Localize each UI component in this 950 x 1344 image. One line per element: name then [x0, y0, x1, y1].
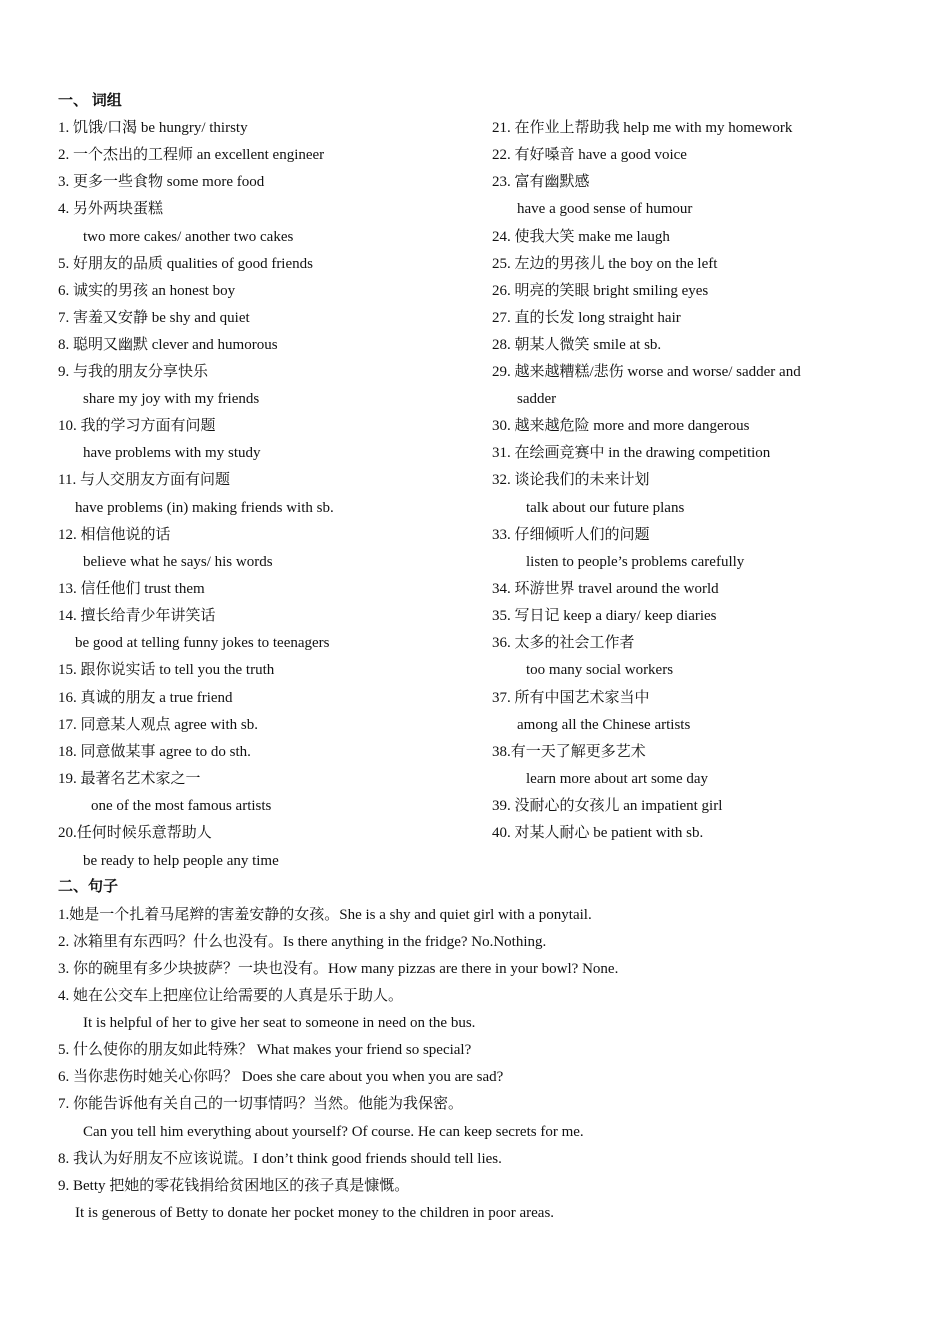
phrase-item: 26. 明亮的笑眼 bright smiling eyes — [492, 283, 709, 299]
phrase-translation: have problems (in) making friends with sb. — [75, 500, 334, 516]
phrase-item: 25. 左边的男孩儿 the boy on the left — [492, 256, 718, 272]
sentence-translation: It is helpful of her to give her seat to someone in need on the bus. — [83, 1015, 476, 1031]
phrase-item: 7. 害羞又安静 be shy and quiet — [58, 310, 250, 326]
phrase-item: 23. 富有幽默感 — [492, 174, 590, 190]
phrase-item: 36. 太多的社会工作者 — [492, 635, 635, 651]
phrase-translation: learn more about art some day — [526, 771, 709, 787]
phrase-item: 28. 朝某人微笑 smile at sb. — [492, 337, 662, 353]
phrase-translation: be good at telling funny jokes to teenagers — [75, 635, 330, 651]
phrase-translation: sadder — [517, 391, 557, 407]
phrase-item: 11. 与人交朋友方面有问题 — [58, 472, 230, 488]
sentence-item: 3. 你的碗里有多少块披萨？一块也没有。How many pizzas are there in your bowl? None. — [58, 961, 619, 977]
phrase-item: 20.任何时候乐意帮助人 — [58, 825, 212, 841]
sentence-item: 1.她是一个扎着马尾辫的害羞安静的女孩。She is a shy and quiet girl with a ponytail. — [58, 907, 592, 923]
sentence-translation: Can you tell him everything about yourself? Of course. He can keep secrets for me. — [83, 1124, 584, 1140]
phrase-item: 9. 与我的朋友分享快乐 — [58, 364, 209, 380]
phrase-item: 22. 有好嗓音 have a good voice — [492, 147, 687, 163]
section-heading-sentences: 二、句子 — [58, 879, 119, 895]
phrase-item: 37. 所有中国艺术家当中 — [492, 690, 650, 706]
phrase-item: 16. 真诚的朋友 a true friend — [58, 690, 233, 706]
phrase-item: 10. 我的学习方面有问题 — [58, 418, 216, 434]
phrase-item: 31. 在绘画竞赛中 in the drawing competition — [492, 445, 771, 461]
section-heading-phrases: 一、 词组 — [58, 93, 122, 109]
phrase-item: 29. 越来越糟糕/悲伤 worse and worse/ sadder and — [492, 364, 801, 380]
phrase-item: 3. 更多一些食物 some more food — [58, 174, 265, 190]
phrase-item: 35. 写日记 keep a diary/ keep diaries — [492, 608, 717, 624]
phrase-item: 33. 仔细倾听人们的问题 — [492, 527, 650, 543]
phrase-item: 5. 好朋友的品质 qualities of good friends — [58, 256, 313, 272]
phrase-translation: talk about our future plans — [526, 500, 685, 516]
phrase-item: 21. 在作业上帮助我 help me with my homework — [492, 120, 793, 136]
phrase-translation: be ready to help people any time — [83, 853, 279, 869]
phrase-item: 27. 直的长发 long straight hair — [492, 310, 681, 326]
phrase-item: 40. 对某人耐心 be patient with sb. — [492, 825, 704, 841]
phrase-translation: have a good sense of humour — [517, 201, 693, 217]
phrase-translation: believe what he says/ his words — [83, 554, 273, 570]
phrase-translation: among all the Chinese artists — [517, 717, 691, 733]
sentence-item: 8. 我认为好朋友不应该说谎。I don’t think good friends should tell lies. — [58, 1151, 502, 1167]
sentence-item: 7. 你能告诉他有关自己的一切事情吗？当然。他能为我保密。 — [58, 1096, 464, 1112]
phrase-translation: one of the most famous artists — [91, 798, 272, 814]
phrase-item: 6. 诚实的男孩 an honest boy — [58, 283, 236, 299]
phrase-item: 15. 跟你说实话 to tell you the truth — [58, 662, 275, 678]
phrase-translation: listen to people’s problems carefully — [526, 554, 745, 570]
phrase-item: 30. 越来越危险 more and more dangerous — [492, 418, 750, 434]
sentence-translation: It is generous of Betty to donate her pocket money to the children in poor areas. — [75, 1205, 555, 1221]
phrase-translation: too many social workers — [526, 662, 674, 678]
phrase-item: 8. 聪明又幽默 clever and humorous — [58, 337, 278, 353]
phrase-item: 1. 饥饿/口渴 be hungry/ thirsty — [58, 120, 248, 136]
phrase-translation: have problems with my study — [83, 445, 261, 461]
phrase-item: 13. 信任他们 trust them — [58, 581, 205, 597]
phrase-item: 38.有一天了解更多艺术 — [492, 744, 646, 760]
sentence-item: 6. 当你悲伤时她关心你吗？ Does she care about you when you are sad? — [58, 1069, 504, 1085]
phrase-translation: two more cakes/ another two cakes — [83, 229, 294, 245]
phrase-item: 34. 环游世界 travel around the world — [492, 581, 719, 597]
phrase-item: 39. 没耐心的女孩儿 an impatient girl — [492, 798, 723, 814]
phrase-item: 2. 一个杰出的工程师 an excellent engineer — [58, 147, 325, 163]
phrase-item: 4. 另外两块蛋糕 — [58, 201, 164, 217]
phrase-item: 18. 同意做某事 agree to do sth. — [58, 744, 251, 760]
sentence-item: 2. 冰箱里有东西吗？什么也没有。Is there anything in the fridge? No.Nothing. — [58, 934, 547, 950]
phrase-item: 24. 使我大笑 make me laugh — [492, 229, 670, 245]
phrase-translation: share my joy with my friends — [83, 391, 260, 407]
phrase-item: 14. 擅长给青少年讲笑话 — [58, 608, 216, 624]
sentence-item: 4. 她在公交车上把座位让给需要的人真是乐于助人。 — [58, 988, 404, 1004]
phrase-item: 19. 最著名艺术家之一 — [58, 771, 201, 787]
phrase-item: 17. 同意某人观点 agree with sb. — [58, 717, 258, 733]
sentence-item: 5. 什么使你的朋友如此特殊？ What makes your friend so special? — [58, 1042, 472, 1058]
phrase-item: 32. 谈论我们的未来计划 — [492, 472, 650, 488]
phrase-item: 12. 相信他说的话 — [58, 527, 171, 543]
sentence-item: 9. Betty 把她的零花钱捐给贫困地区的孩子真是慷慨。 — [58, 1178, 410, 1194]
